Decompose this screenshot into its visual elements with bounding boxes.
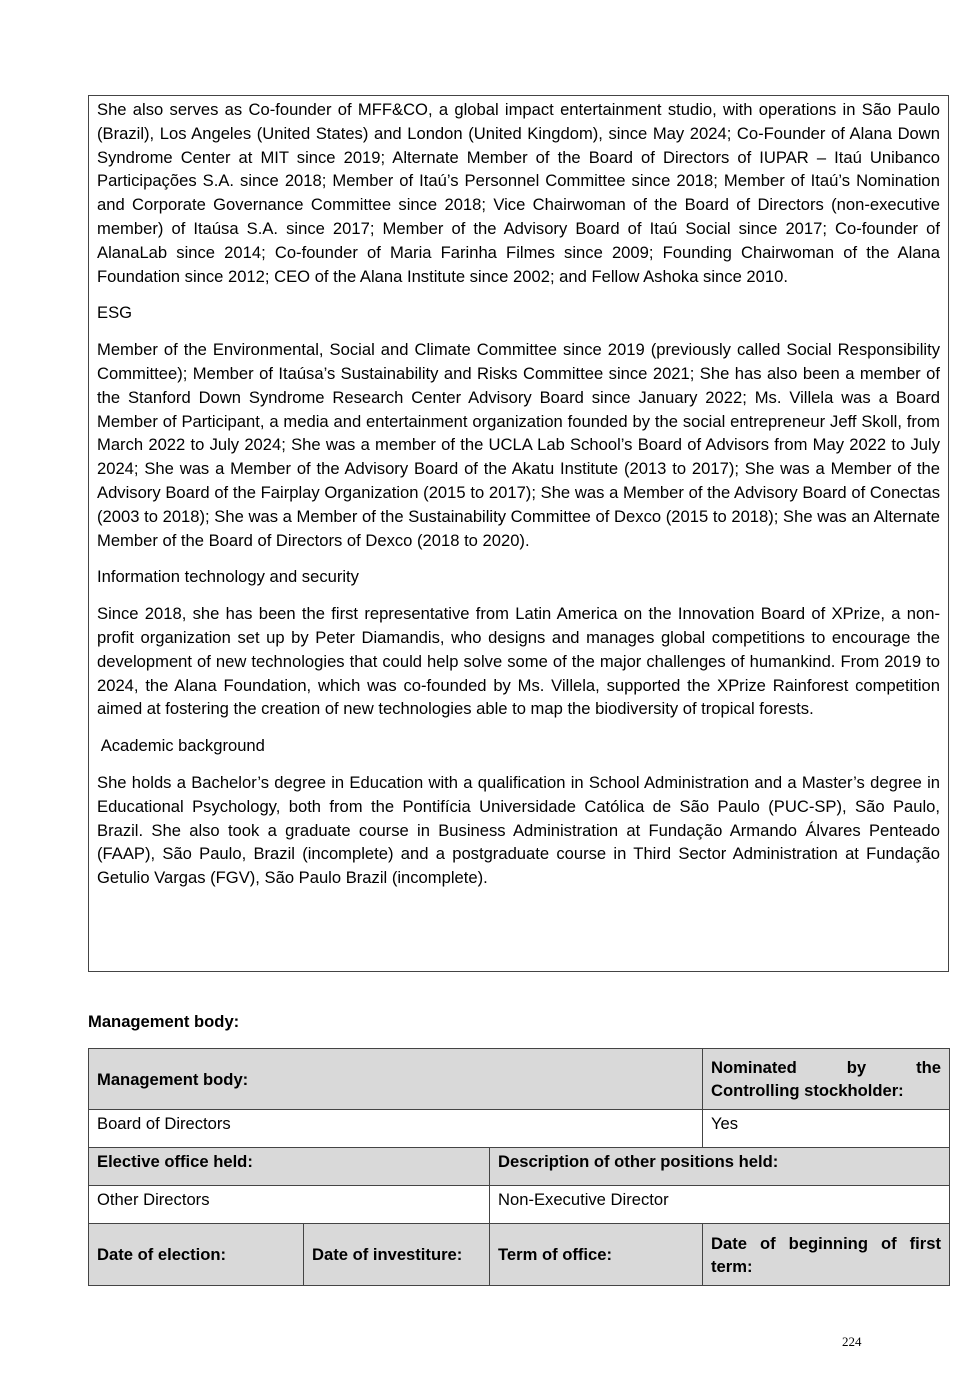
bio-paragraph-it: Since 2018, she has been the first representative from Latin America on the Innovation Board of XPrize, a non-profit organization set up by Peter Diamandis, who designs and manages global competitions to encourage the development of new technologies that could help solve some of the major challenges of humankind. From 2019 to 2024, the Alana Foundation, which was co-founded by Ms. Villela, supported the XPrize Rainforest competition aimed at fostering the creation of new technologies able to map the biodiversity of tropical forests. (97, 604, 940, 719)
page-number: 224 (842, 1334, 862, 1349)
table-row (89, 1148, 950, 1186)
table-row (89, 1186, 950, 1224)
header-term-of-office: Term of office: (490, 1224, 703, 1286)
header-other-positions: Description of other positions held: (490, 1148, 950, 1186)
heading-esg: ESG (97, 303, 133, 323)
value-other-positions: Non-Executive Director (490, 1186, 950, 1224)
bio-paragraph-roles: She also serves as Co-founder of MFF&CO, a global impact entertainment studio, with operations in São Paulo (Brazil), Los Angeles (United States) and London (United Kingdom), since May 2024; Co-Founder of Alana Down Syndrome Center at MIT since 2019; Alternate Member of the Board of Directors of IUPAR – Itaú Unibanco Participações S.A. since 2018; Member of Itaú’s Personnel Committee since 2018; Member of Itaú’s Nomination and Corporate Governance Committee since 2018; Vice Chairwoman of the Board of Directors (non-executive member) of Itaúsa S.A. since 2017; Member of the Advisory Board of Itaú Social since 2017; Co-founder of AlanaLab since 2014; Co-founder of Maria Farinha Filmes since 2009; Founding Chairwoman of the Alana Foundation since 2012; CEO of the Alana Institute since 2002; and Fellow Ashoka since 2010. (97, 100, 940, 286)
value-management-body: Board of Directors (89, 1110, 703, 1148)
value-nominated: Yes (703, 1110, 950, 1148)
section-title-management-body: Management body: (88, 1012, 240, 1031)
table-row (89, 1224, 950, 1286)
heading-it-security: Information technology and security (97, 567, 359, 587)
header-nominated-by-controlling-stockholder: Nominated by the Controlling stockholder: (703, 1049, 950, 1110)
header-elective-office: Elective office held: (89, 1148, 490, 1186)
biography-box (88, 95, 949, 972)
header-date-beginning-first-term: Date of beginning of first term: (703, 1224, 950, 1286)
bio-paragraph-esg: Member of the Environmental, Social and Climate Committee since 2019 (previously called Social Responsibility Committee); Member of Itaúsa’s Sustainability and Risks Committee since 2021; She has also been a member of the Stanford Down Syndrome Research Center Advisory Board since January 2022; Ms. Villela was a Board Member of Participant, a media and entertainment organization founded by the social entrepreneur Jeff Skoll, from March 2022 to July 2024; She was a member of the UCLA Lab School’s Board of Advisors from May 2022 to July 2024; She was a Member of the Advisory Board of the Akatu Institute (2013 to 2017); She was a Member of the Advisory Board of the Fairplay Organization (2015 to 2017); She was a Member of the Advisory Board of Conectas (2003 to 2018); She was a Member of the Sustainability Committee of Dexco (2015 to 2018); She was an Alternate Member of the Board of Directors of Dexco (2018 to 2020). (97, 340, 940, 550)
heading-academic-background: Academic background (97, 736, 265, 756)
header-date-of-election: Date of election: (89, 1224, 304, 1286)
table-row (89, 1049, 950, 1110)
header-management-body: Management body: (89, 1049, 703, 1110)
value-elective-office: Other Directors (89, 1186, 490, 1224)
bio-paragraph-academic: She holds a Bachelor’s degree in Education with a qualification in School Administration and a Master’s degree in Educational Psychology, both from the Pontifícia Universidade Católica de São Paulo (PUC-SP), São Paulo, Brazil. She also took a graduate course in Business Administration at Fundação Armando Álvares Penteado (FAAP), São Paulo, Brazil (incomplete) and a postgraduate course in Third Sector Administration at Fundação Getulio Vargas (FGV), São Paulo Brazil (incomplete). (97, 772, 940, 888)
table-row (89, 1110, 950, 1148)
header-date-of-investiture: Date of investiture: (304, 1224, 490, 1286)
management-body-table (88, 1048, 950, 1286)
